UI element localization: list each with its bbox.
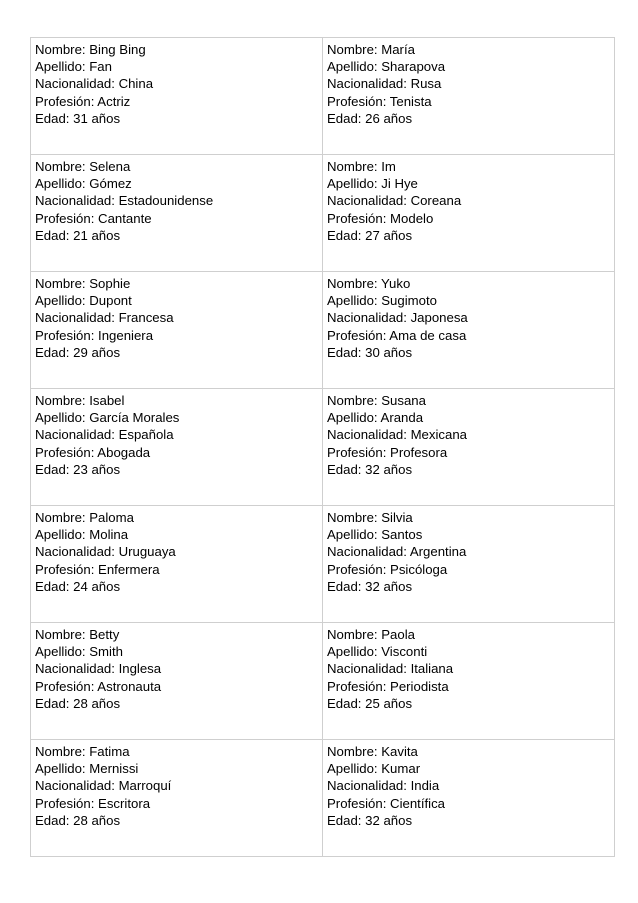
card-apellido: Apellido: Molina [35,527,129,543]
card-nacionalidad: Nacionalidad: Mexicana [327,427,468,443]
profile-card [323,389,615,506]
card-apellido: Apellido: Kumar [327,761,421,777]
table-row [31,389,615,506]
card-profesion: Profesión: Científica [327,795,446,811]
table-row [31,38,615,155]
card-nacionalidad: Nacionalidad: Inglesa [35,661,162,677]
card-nombre: Nombre: Betty [35,627,120,642]
card-edad: Edad: 32 años [327,578,413,594]
profile-card [31,38,323,155]
card-edad: Edad: 32 años [327,461,413,477]
card-nombre: Nombre: Yuko [327,276,411,291]
card-nombre: Nombre: Sophie [35,276,131,291]
card-profesion: Profesión: Tenista [327,93,432,109]
card-nombre: Nombre: María [327,42,415,57]
card-edad: Edad: 24 años [35,578,121,594]
card-nacionalidad: Nacionalidad: Marroquí [35,778,172,794]
card-profesion: Profesión: Ama de casa [327,327,467,343]
card-apellido: Apellido: Mernissi [35,761,139,777]
card-profesion: Profesión: Enfermera [35,561,160,577]
card-nacionalidad: Nacionalidad: Argentina [327,544,467,560]
table-row [31,740,615,857]
card-edad: Edad: 30 años [327,344,413,360]
card-apellido: Apellido: Smith [35,644,123,660]
card-nombre: Nombre: Im [327,159,396,174]
profile-card [323,272,615,389]
card-profesion: Profesión: Modelo [327,210,434,226]
card-nombre: Nombre: Susana [327,393,426,408]
card-nacionalidad: Nacionalidad: Española [35,427,174,443]
profile-card [31,389,323,506]
card-nacionalidad: Nacionalidad: Coreana [327,193,462,209]
profile-card [323,740,615,857]
card-nacionalidad: Nacionalidad: Estadounidense [35,193,214,209]
card-profesion: Profesión: Cantante [35,210,152,226]
table-row [31,506,615,623]
profile-card [31,155,323,272]
card-apellido: Apellido: Gómez [35,176,132,192]
card-nacionalidad: Nacionalidad: India [327,778,440,794]
card-nombre: Nombre: Selena [35,159,131,174]
card-profesion: Profesión: Actriz [35,93,131,109]
card-edad: Edad: 25 años [327,695,413,711]
card-nacionalidad: Nacionalidad: Japonesa [327,310,468,326]
card-edad: Edad: 26 años [327,110,413,126]
card-profesion: Profesión: Escritora [35,795,151,811]
card-nacionalidad: Nacionalidad: China [35,76,154,92]
card-profesion: Profesión: Periodista [327,678,449,694]
card-nacionalidad: Nacionalidad: Italiana [327,661,454,677]
card-nacionalidad: Nacionalidad: Uruguaya [35,544,176,560]
card-apellido: Apellido: Visconti [327,644,428,660]
card-profesion: Profesión: Abogada [35,444,151,460]
profile-card [31,506,323,623]
card-nombre: Nombre: Kavita [327,744,418,759]
card-profesion: Profesión: Astronauta [35,678,162,694]
card-nombre: Nombre: Fatima [35,744,130,759]
card-nombre: Nombre: Paloma [35,510,134,525]
profile-card [31,272,323,389]
card-edad: Edad: 28 años [35,812,121,828]
profile-card [323,38,615,155]
profile-cards-body [31,38,615,857]
profile-card [323,155,615,272]
card-apellido: Apellido: Sharapova [327,59,446,75]
card-profesion: Profesión: Profesora [327,444,448,460]
table-row [31,155,615,272]
card-apellido: Apellido: Fan [35,59,112,75]
card-nombre: Nombre: Isabel [35,393,125,408]
card-nombre: Nombre: Silvia [327,510,413,525]
profile-card [31,740,323,857]
profile-card [323,506,615,623]
card-apellido: Apellido: García Morales [35,410,180,426]
card-edad: Edad: 29 años [35,344,121,360]
card-edad: Edad: 21 años [35,227,121,243]
card-edad: Edad: 27 años [327,227,413,243]
profile-cards-table [30,37,615,857]
card-nombre: Nombre: Bing Bing [35,42,146,57]
card-profesion: Profesión: Psicóloga [327,561,448,577]
card-nacionalidad: Nacionalidad: Francesa [35,310,174,326]
card-apellido: Apellido: Dupont [35,293,132,309]
card-edad: Edad: 28 años [35,695,121,711]
card-apellido: Apellido: Sugimoto [327,293,437,309]
card-edad: Edad: 23 años [35,461,121,477]
profile-card [323,623,615,740]
card-apellido: Apellido: Aranda [327,410,424,426]
table-row [31,623,615,740]
card-edad: Edad: 31 años [35,110,121,126]
card-nombre: Nombre: Paola [327,627,415,642]
table-row [31,272,615,389]
card-apellido: Apellido: Santos [327,527,423,543]
card-profesion: Profesión: Ingeniera [35,327,154,343]
card-apellido: Apellido: Ji Hye [327,176,418,192]
profile-card [31,623,323,740]
card-nacionalidad: Nacionalidad: Rusa [327,76,442,92]
card-edad: Edad: 32 años [327,812,413,828]
